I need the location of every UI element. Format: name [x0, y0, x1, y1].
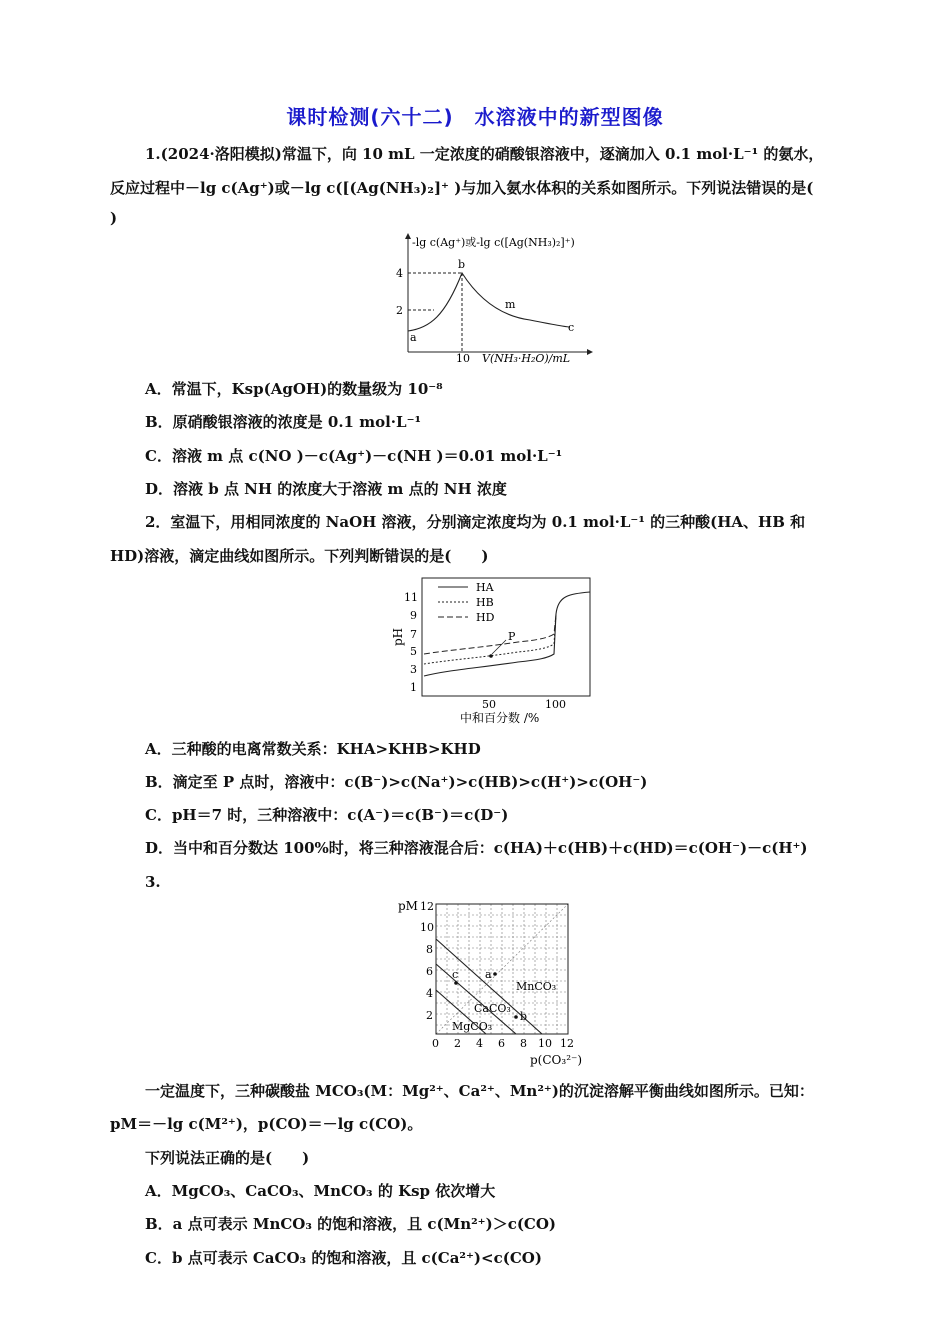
q3-xtick-8: 8	[520, 1037, 527, 1050]
q3-xtick-2: 2	[454, 1037, 461, 1050]
q1-point-a: a	[410, 331, 417, 344]
q3-ytick-4: 4	[426, 987, 433, 1000]
q1-ylabel: -lg c(Ag⁺)或-lg c([Ag(NH₃)₂]⁺)	[412, 236, 575, 249]
q1-xlabel: V(NH₃·H₂O)/mL	[482, 352, 571, 365]
q2-chart	[388, 574, 598, 726]
q3-option-b: B．a 点可表示 MnCO₃ 的饱和溶液，且 c(Mn²⁺)＞c(CO)	[145, 1215, 557, 1233]
q1-ytick-2: 2	[396, 304, 403, 317]
q2-ylabel: pH	[391, 627, 405, 646]
q3-chart	[392, 894, 592, 1072]
q3-ytick-12: 12	[420, 900, 434, 913]
q3-label-mnco3: MnCO₃	[516, 980, 557, 993]
q3-ytick-2: 2	[426, 1009, 433, 1022]
q3-point-c-dot	[454, 981, 458, 985]
q1-option-c: C．溶液 m 点 c(NO )－c(Ag⁺)－c(NH )＝0.01 mol·L⁻¹	[145, 447, 563, 465]
q1-point-c: c	[568, 321, 575, 334]
q2-option-c: C．pH＝7 时，三种溶液中：c(A⁻)＝c(B⁻)＝c(D⁻)	[145, 806, 509, 824]
q2-stem-line2: HD)溶液，滴定曲线如图所示。下列判断错误的是( )	[110, 547, 489, 565]
q1-option-d: D．溶液 b 点 NH 的浓度大于溶液 m 点的 NH 浓度	[145, 480, 507, 498]
q3-xlabel: p(CO₃²⁻)	[530, 1053, 583, 1067]
q2-ytick-9: 9	[410, 609, 417, 622]
q2-xtick-50: 50	[482, 698, 496, 711]
q3-stem-line2: pM＝－lg c(M²⁺)，p(CO)＝－lg c(CO)。	[110, 1115, 423, 1133]
q3-xtick-12: 12	[560, 1037, 574, 1050]
q1-stem-line2: 反应过程中－lg c(Ag⁺)或－lg c([(Ag(NH₃)₂]⁺ )与加入氨水体积的关系如图所示。下列说法错误的是(	[110, 179, 814, 197]
q3-label-mgco3: MgCO₃	[452, 1020, 493, 1033]
q3-ytick-8: 8	[426, 943, 433, 956]
q1-point-b: b	[458, 258, 466, 271]
q1-stem-line3: )	[110, 209, 118, 227]
q2-xlabel: 中和百分数 /%	[460, 711, 540, 725]
q1-curve	[408, 273, 570, 331]
q2-legend-ha: HA	[476, 581, 494, 594]
q2-stem-line1: 2．室温下，用相同浓度的 NaOH 溶液，分别滴定浓度均为 0.1 mol·L⁻¹ 的三种酸(HA、HB 和	[145, 513, 806, 531]
q1-option-a: A．常温下，Ksp(AgOH)的数量级为 10⁻⁸	[145, 380, 443, 398]
q3-ylabel: pM	[398, 899, 418, 913]
q3-point-a-dot	[493, 972, 497, 976]
q3-xtick-6: 6	[498, 1037, 505, 1050]
q1-point-m: m	[505, 298, 516, 311]
q2-frame	[422, 578, 590, 696]
q3-number: 3.	[145, 873, 161, 891]
q2-point-p-dot	[489, 654, 493, 658]
q2-option-d: D．当中和百分数达 100%时，将三种溶液混合后：c(HA)＋c(HB)＋c(HD)＝c(OH⁻)－c(H⁺)	[145, 839, 808, 857]
q3-point-b-dot	[514, 1015, 518, 1019]
q2-legend-hd: HD	[476, 611, 495, 624]
q3-option-a: A．MgCO₃、CaCO₃、MnCO₃ 的 Ksp 依次增大	[145, 1182, 496, 1200]
q1-chart	[390, 228, 600, 370]
q3-point-b: b	[520, 1010, 528, 1023]
q1-stem-line1: 1.(2024·洛阳模拟)常温下，向 10 mL 一定浓度的硝酸银溶液中，逐滴加入 0.1 mol·L⁻¹ 的氨水，	[145, 145, 824, 163]
q3-ytick-10: 10	[420, 921, 434, 934]
q3-xtick-4: 4	[476, 1037, 483, 1050]
q2-ytick-3: 3	[410, 663, 417, 676]
q2-point-p-leader	[492, 640, 506, 654]
q3-label-caco3: CaCO₃	[474, 1002, 511, 1015]
q2-option-a: A．三种酸的电离常数关系：KHA>KHB>KHD	[145, 740, 481, 758]
q1-xtick-10: 10	[456, 352, 470, 365]
q1-ytick-4: 4	[396, 267, 403, 280]
q2-point-p: P	[508, 630, 516, 643]
q2-ytick-11: 11	[404, 591, 418, 604]
q3-ytick-6: 6	[426, 965, 433, 978]
q3-point-c: c	[452, 968, 459, 981]
q2-xtick-100: 100	[545, 698, 566, 711]
q3-stem-line1: 一定温度下，三种碳酸盐 MCO₃(M：Mg²⁺、Ca²⁺、Mn²⁺)的沉淀溶解平衡曲线如图所示。已知：	[145, 1082, 814, 1100]
q3-xtick-0: 0	[432, 1037, 439, 1050]
q3-point-a: a	[485, 968, 492, 981]
q2-ytick-1: 1	[410, 681, 417, 694]
q1-option-b: B．原硝酸银溶液的浓度是 0.1 mol·L⁻¹	[145, 413, 422, 431]
q3-option-c: C．b 点可表示 CaCO₃ 的饱和溶液，且 c(Ca²⁺)<c(CO)	[145, 1249, 542, 1267]
q2-ytick-7: 7	[410, 628, 417, 641]
q3-question: 下列说法正确的是( )	[145, 1149, 310, 1167]
q2-legend-hb: HB	[476, 596, 494, 609]
q2-curve-ha	[424, 592, 590, 676]
q3-xtick-10: 10	[538, 1037, 552, 1050]
q2-ytick-5: 5	[410, 645, 417, 658]
q2-option-b: B．滴定至 P 点时，溶液中：c(B⁻)>c(Na⁺)>c(HB)>c(H⁺)>c(OH⁻)	[145, 773, 648, 791]
page-title: 课时检测(六十二) 水溶液中的新型图像	[286, 105, 664, 129]
